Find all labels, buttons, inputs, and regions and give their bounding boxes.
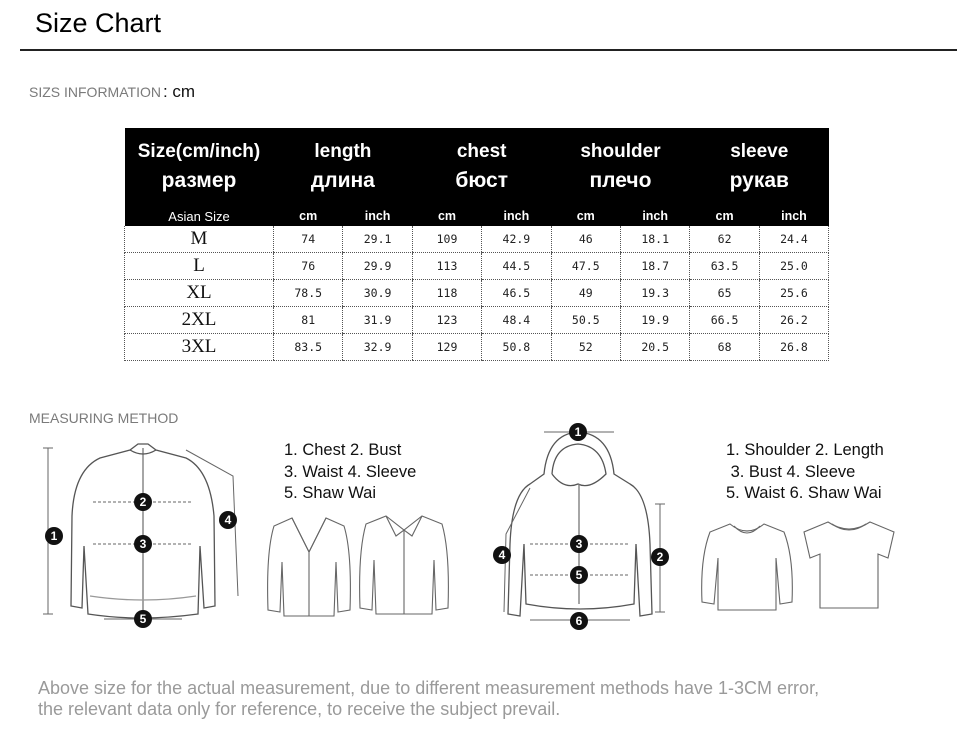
title-divider bbox=[20, 49, 957, 51]
table-row bbox=[125, 334, 829, 361]
hoodie-outline bbox=[508, 432, 652, 616]
table-cell: 44.5 bbox=[482, 253, 551, 280]
svg-text:6: 6 bbox=[575, 614, 583, 628]
table-cell: 29.1 bbox=[343, 226, 412, 253]
unit-cm: cm bbox=[412, 206, 481, 226]
table-cell: 76 bbox=[274, 253, 343, 280]
header-chest-en: chest bbox=[456, 141, 507, 162]
size-cell: 2XL bbox=[125, 307, 274, 334]
garment-sketches-right bbox=[696, 518, 896, 616]
svg-text:4: 4 bbox=[224, 513, 232, 527]
table-cell: 24.4 bbox=[759, 226, 828, 253]
table-cell: 26.2 bbox=[759, 307, 828, 334]
marker-1 bbox=[45, 527, 63, 545]
table-cell: 129 bbox=[412, 334, 481, 361]
table-cell: 74 bbox=[274, 226, 343, 253]
table-cell: 25.0 bbox=[759, 253, 828, 280]
table-cell: 62 bbox=[690, 226, 759, 253]
marker-3 bbox=[570, 535, 588, 553]
unit-inch: inch bbox=[343, 206, 412, 226]
units-asian-size: Asian Size bbox=[125, 206, 274, 226]
legend-line: 1. Chest 2. Bust bbox=[284, 441, 402, 459]
marker-2 bbox=[134, 493, 152, 511]
unit-cm: cm bbox=[274, 206, 343, 226]
legend-right bbox=[726, 440, 884, 505]
header-size-en: Size(cm/inch) bbox=[137, 141, 261, 162]
table-cell: 25.6 bbox=[759, 280, 828, 307]
table-cell: 65 bbox=[690, 280, 759, 307]
table-cell: 83.5 bbox=[274, 334, 343, 361]
table-cell: 32.9 bbox=[343, 334, 412, 361]
header-shoulder-ru: плечо bbox=[589, 168, 652, 192]
table-cell: 109 bbox=[412, 226, 481, 253]
legend-line: 3. Bust 4. Sleeve bbox=[726, 462, 856, 481]
header-size-ru: размер bbox=[161, 168, 237, 192]
table-row bbox=[125, 280, 829, 307]
table-cell: 50.8 bbox=[482, 334, 551, 361]
table-cell: 19.9 bbox=[620, 307, 689, 334]
table-cell: 46 bbox=[551, 226, 620, 253]
unit-cm: cm bbox=[690, 206, 759, 226]
size-info-text: SIZS INFORMATION bbox=[29, 84, 161, 100]
size-cell: M bbox=[125, 226, 274, 253]
header-shoulder-en: shoulder bbox=[580, 141, 661, 162]
table-row bbox=[125, 253, 829, 280]
legend-line: 5. Waist 6. Shaw Wai bbox=[726, 484, 882, 502]
unit-inch: inch bbox=[482, 206, 551, 226]
page-title: Size Chart bbox=[35, 8, 162, 38]
svg-text:1: 1 bbox=[574, 425, 582, 439]
marker-2 bbox=[651, 548, 669, 566]
table-cell: 81 bbox=[274, 307, 343, 334]
svg-text:5: 5 bbox=[575, 568, 583, 582]
table-cell: 118 bbox=[412, 280, 481, 307]
garment-sketches-left bbox=[262, 512, 452, 618]
table-cell: 29.9 bbox=[343, 253, 412, 280]
header-chest bbox=[412, 128, 551, 206]
table-cell: 52 bbox=[551, 334, 620, 361]
svg-text:4: 4 bbox=[498, 548, 506, 562]
disclaimer-line-2: the relevant data only for reference, to receive the subject prevail. bbox=[38, 699, 561, 719]
marker-5 bbox=[570, 566, 588, 584]
size-cell: XL bbox=[125, 280, 274, 307]
legend-line: 1. Shoulder 2. Length bbox=[726, 441, 884, 459]
table-cell: 30.9 bbox=[343, 280, 412, 307]
marker-4 bbox=[493, 546, 511, 564]
legend-line: 5. Shaw Wai bbox=[284, 484, 377, 502]
marker-5 bbox=[134, 610, 152, 628]
svg-text:2: 2 bbox=[139, 495, 147, 509]
unit-inch: inch bbox=[620, 206, 689, 226]
sweater-icon bbox=[702, 524, 793, 610]
table-cell: 78.5 bbox=[274, 280, 343, 307]
header-sleeve bbox=[690, 128, 829, 206]
jacket-measure-diagram bbox=[38, 436, 248, 636]
table-cell: 68 bbox=[690, 334, 759, 361]
table-cell: 18.1 bbox=[620, 226, 689, 253]
header-length bbox=[274, 128, 413, 206]
unit-cm: cm bbox=[551, 206, 620, 226]
table-cell: 49 bbox=[551, 280, 620, 307]
svg-text:3: 3 bbox=[139, 537, 147, 551]
svg-text:2: 2 bbox=[656, 550, 664, 564]
table-cell: 46.5 bbox=[482, 280, 551, 307]
measuring-method-label: MEASURING METHOD bbox=[29, 410, 179, 426]
table-cell: 31.9 bbox=[343, 307, 412, 334]
table-units-row bbox=[125, 206, 829, 226]
svg-text:1: 1 bbox=[50, 529, 58, 543]
table-row bbox=[125, 226, 829, 253]
table-header-row bbox=[125, 128, 829, 206]
table-cell: 48.4 bbox=[482, 307, 551, 334]
header-chest-ru: бюст bbox=[455, 168, 508, 192]
svg-text:5: 5 bbox=[139, 612, 147, 626]
header-sleeve-en: sleeve bbox=[730, 141, 789, 162]
table-cell: 26.8 bbox=[759, 334, 828, 361]
table-cell: 20.5 bbox=[620, 334, 689, 361]
disclaimer-note bbox=[38, 678, 819, 720]
table-cell: 66.5 bbox=[690, 307, 759, 334]
hoodie-measure-diagram bbox=[490, 424, 680, 634]
table-cell: 63.5 bbox=[690, 253, 759, 280]
header-shoulder bbox=[551, 128, 690, 206]
marker-1 bbox=[569, 423, 587, 441]
table-cell: 113 bbox=[412, 253, 481, 280]
legend-line: 3. Waist 4. Sleeve bbox=[284, 462, 417, 481]
size-table bbox=[124, 128, 829, 361]
size-info-label bbox=[29, 82, 195, 102]
header-sleeve-ru: рукав bbox=[729, 168, 789, 192]
table-cell: 50.5 bbox=[551, 307, 620, 334]
size-info-unit: : cm bbox=[162, 82, 196, 101]
legend-left bbox=[284, 440, 416, 505]
header-length-en: length bbox=[314, 141, 372, 162]
svg-text:3: 3 bbox=[575, 537, 583, 551]
tshirt-icon bbox=[804, 522, 894, 608]
disclaimer-line-1: Above size for the actual measurement, due to different measurement methods have 1-3CM error, bbox=[38, 678, 820, 698]
table-row bbox=[125, 307, 829, 334]
table-cell: 19.3 bbox=[620, 280, 689, 307]
table-cell: 18.7 bbox=[620, 253, 689, 280]
size-cell: 3XL bbox=[125, 334, 274, 361]
size-cell: L bbox=[125, 253, 274, 280]
table-cell: 123 bbox=[412, 307, 481, 334]
header-size bbox=[125, 128, 274, 206]
marker-3 bbox=[134, 535, 152, 553]
table-cell: 42.9 bbox=[482, 226, 551, 253]
header-length-ru: длина bbox=[310, 168, 375, 192]
unit-inch: inch bbox=[759, 206, 828, 226]
table-cell: 47.5 bbox=[551, 253, 620, 280]
marker-6 bbox=[570, 612, 588, 630]
marker-4 bbox=[219, 511, 237, 529]
